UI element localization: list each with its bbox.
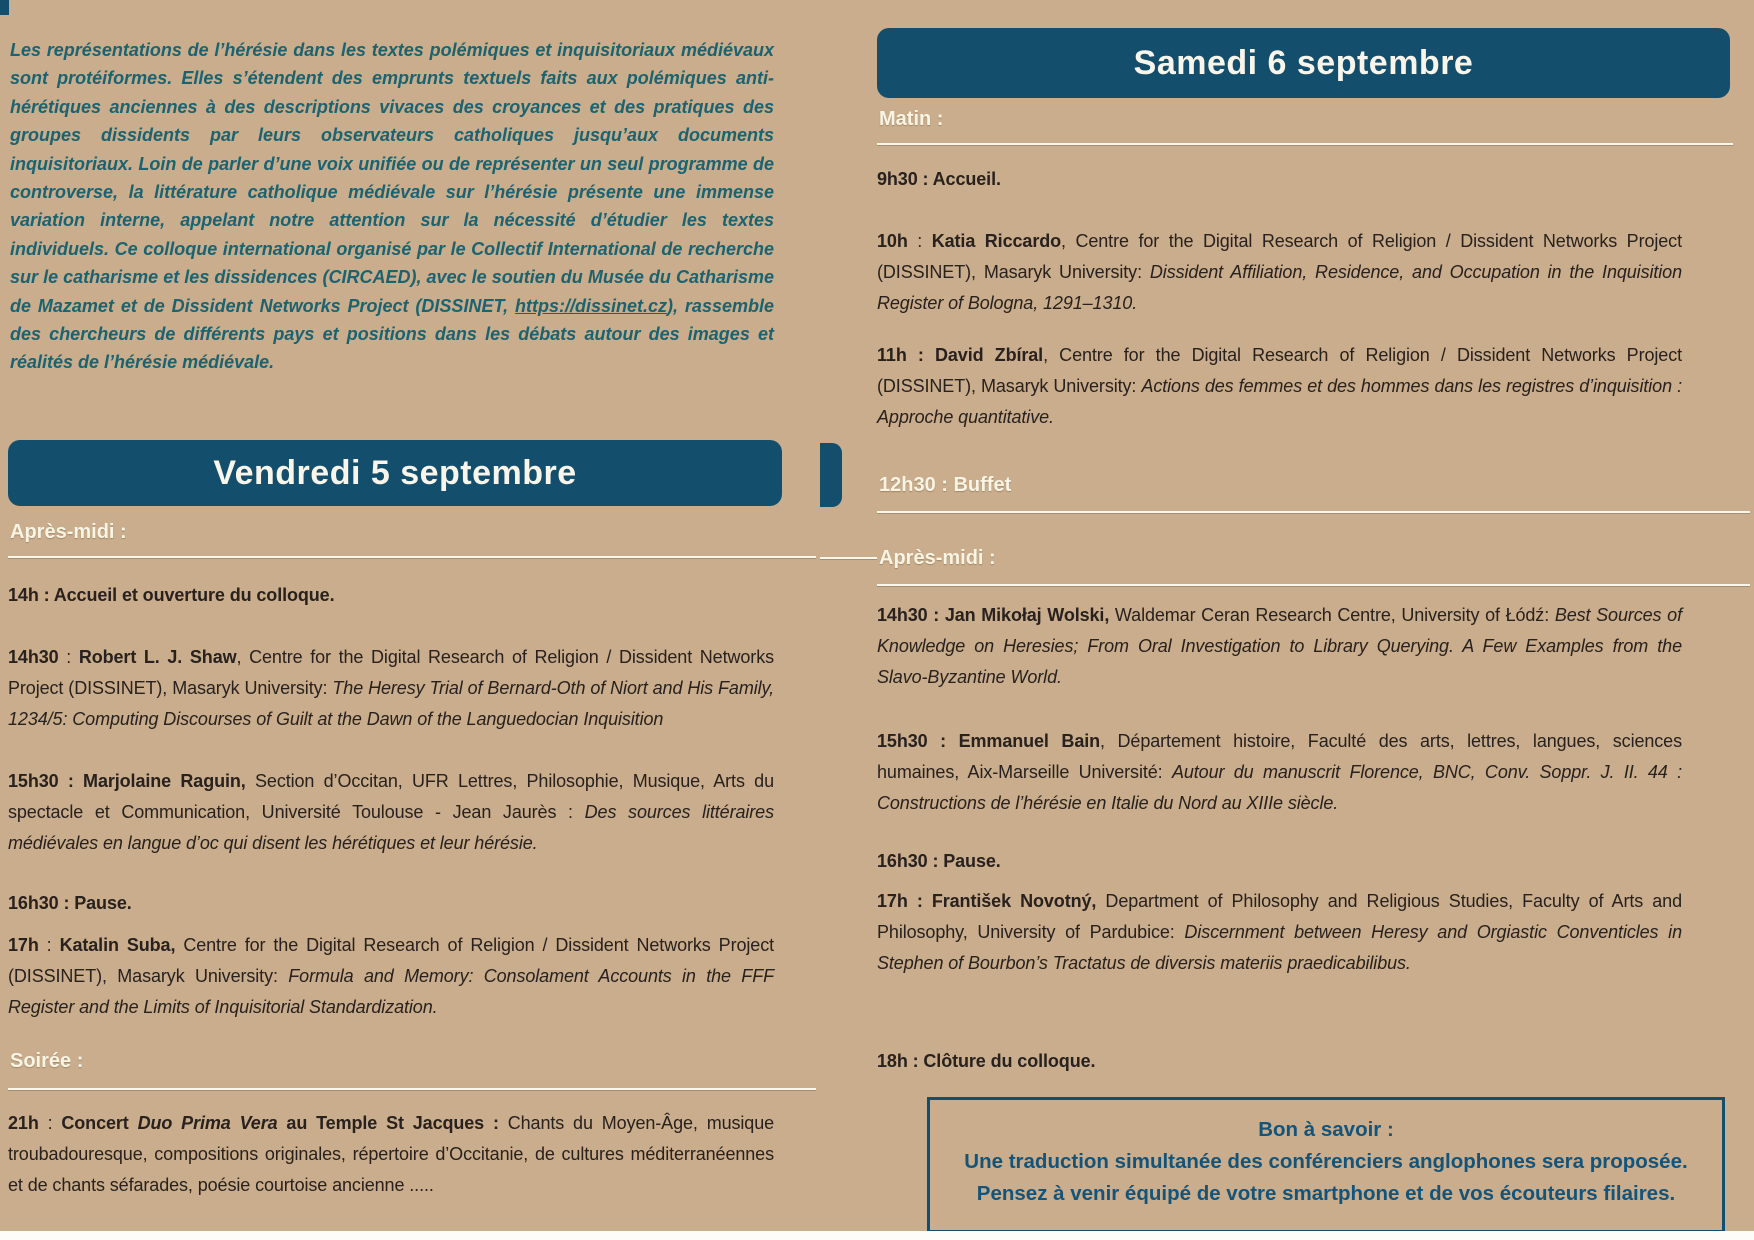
text-run: 15h30 : Marjolaine Raguin, xyxy=(8,771,246,791)
section-rule-friday-afternoon xyxy=(8,556,816,558)
day-banner-saturday xyxy=(877,28,1730,98)
entry-friday-17h xyxy=(8,930,774,1023)
info-box xyxy=(927,1097,1725,1233)
text-run: : xyxy=(907,231,932,251)
text-run: 11h : David Zbíral xyxy=(877,345,1044,365)
section-label-saturday-afternoon: Après-midi : xyxy=(879,547,996,569)
info-box-line2: Pensez à venir équipé de votre smartphone et de vos écouteurs filaires. xyxy=(976,1182,1676,1205)
text-run: , Département histoire, Faculté des arts, lettres, langues, sciences humaines, Aix-Marseille Université: xyxy=(877,731,1682,782)
info-box-line1: Une traduction simultanée des conférenciers anglophones sera proposée. xyxy=(964,1150,1688,1173)
section-label-saturday-buffet: 12h30 : Buffet xyxy=(879,474,1012,496)
section-rule-saturday-buffet xyxy=(877,511,1750,513)
dissinet-link[interactable]: https://dissinet.cz xyxy=(515,295,668,316)
section-rule-friday-evening xyxy=(8,1088,816,1090)
text-run: 14h30 : Jan Mikołaj Wolski, xyxy=(877,605,1110,625)
text-run: : xyxy=(484,1113,508,1133)
text-run: , Centre for the Digital Research of Religion / Dissident Networks Project (DISSINET), Masaryk University: xyxy=(8,647,774,698)
text-run: Katia Riccardo xyxy=(931,231,1062,251)
entry-saturday-15h30 xyxy=(877,726,1682,819)
text-run: Best Sources of Knowledge on Heresies; From Oral Investigation to Library Querying. A Few Examples from the Slavo-Byzantine World. xyxy=(877,605,1682,687)
entry-saturday-18h xyxy=(877,1046,1682,1077)
text-run: 10h xyxy=(877,231,908,251)
text-run: 21h xyxy=(8,1113,39,1133)
entry-saturday-16h30 xyxy=(877,846,1682,877)
text-run: : xyxy=(58,647,79,667)
text-run: Chants du Moyen-Âge, musique troubadouresque, compositions originales, répertoire d’Occitanie, de cultures méditerranéennes et de chants séfarades, poésie courtoise ancienne ..... xyxy=(8,1113,775,1195)
day-banner-saturday-title: Samedi 6 septembre xyxy=(1133,43,1474,82)
intro-paragraph xyxy=(10,36,774,377)
banner-fold-sliver xyxy=(820,443,842,507)
section-label-friday-afternoon: Après-midi : xyxy=(10,521,127,543)
text-run: : xyxy=(38,935,60,955)
text-run: Waldemar Ceran Research Centre, University of Łódź: xyxy=(1109,605,1555,625)
text-run: Des sources littéraires médiévales en langue d’oc qui disent les hérétiques et leur hérésie. xyxy=(8,802,774,853)
section-label-friday-evening: Soirée : xyxy=(10,1050,84,1072)
text-run: 18h : Clôture du colloque. xyxy=(877,1051,1096,1071)
rule-fold-sliver xyxy=(820,557,877,559)
text-run: Discernment between Heresy and Orgiastic Conventicles in Stephen of Bourbon’s Tractatus de diversis materiis praedicabilibus. xyxy=(877,922,1682,973)
text-run: au Temple St Jacques xyxy=(277,1113,485,1133)
entry-friday-14h30 xyxy=(8,642,774,735)
entry-saturday-17h xyxy=(877,886,1682,979)
info-box-title: Bon à savoir : xyxy=(1258,1118,1394,1141)
text-run: Autour du manuscrit Florence, BNC, Conv. Soppr. J. II. 44 : Constructions de l’hérésie en Italie du Nord au XIIIe siècle. xyxy=(877,762,1682,813)
text-run: Robert L. J. Shaw xyxy=(78,647,237,667)
text-run: Concert xyxy=(61,1113,138,1133)
text-run: 17h xyxy=(8,935,39,955)
section-label-saturday-morning: Matin : xyxy=(879,108,944,130)
text-run: Department of Philosophy and Religious Studies, Faculty of Arts and Philosophy, University of Pardubice: xyxy=(877,891,1682,942)
text-run: Katalin Suba, xyxy=(59,935,176,955)
entry-friday-15h30 xyxy=(8,766,774,859)
text-run: The Heresy Trial of Bernard-Oth of Niort and His Family, 1234/5: Computing Discourses of Guilt at the Dawn of the Languedocian Inquisition xyxy=(8,678,774,729)
text-run: Actions des femmes et des hommes dans les registres d’inquisition : Approche quantitative. xyxy=(877,376,1682,427)
entry-saturday-14h30 xyxy=(877,600,1682,693)
text-run: Dissident Affiliation, Residence, and Occupation in the Inquisition Register of Bologna, 1291–1310. xyxy=(877,262,1682,313)
text-run: ), rassemble des chercheurs de différents pays et positions dans les débats autour des images et réalités de l’hérésie médiévale. xyxy=(10,295,774,373)
text-run: Formula and Memory: Consolament Accounts in the FFF Register and the Limits of Inquisitorial Standardization. xyxy=(8,966,774,1017)
entry-friday-14h xyxy=(8,580,774,611)
page-bottom-edge xyxy=(0,1231,1754,1240)
entry-saturday-9h30 xyxy=(877,164,1682,195)
entry-friday-21h-concert xyxy=(8,1108,774,1201)
text-run: Centre for the Digital Research of Religion / Dissident Networks Project (DISSINET), Masaryk University: xyxy=(8,935,774,986)
text-run: : xyxy=(38,1113,62,1133)
text-run: Duo Prima Vera xyxy=(137,1113,278,1133)
text-run: 16h30 : Pause. xyxy=(877,851,1001,871)
text-run: , Centre for the Digital Research of Religion / Dissident Networks Project (DISSINET), Masaryk University: xyxy=(877,345,1683,396)
day-banner-friday-title: Vendredi 5 septembre xyxy=(213,453,577,492)
text-run: 9h30 : Accueil. xyxy=(877,169,1001,189)
day-banner-friday xyxy=(8,440,782,506)
text-run: 15h30 : Emmanuel Bain xyxy=(877,731,1101,751)
text-run: 17h : František Novotný, xyxy=(877,891,1097,911)
text-run: Les représentations de l’hérésie dans les textes polémiques et inquisitoriaux médiévaux sont protéiformes. Elles s’étendent des emprunts textuels faits aux polémiques anti-hérétiques anciennes à des descriptions vivaces des croyances et des pratiques des groupes dissidents par leurs observateurs catholiques jusqu’aux documents inquisitoriaux. Loin de parler d’une voix unifiée ou de représenter un seul programme de controverse, la littérature catholique médiévale sur l’hérésie présente une immense variation interne, appelant notre attention sur la nécessité d’étudier les textes individuels. Ce colloque international organisé par le Collectif International de recherche sur le catharisme et les dissidences (CIRCAED), avec le soutien du Musée du Catharisme de Mazamet et de Dissident Networks Project (DISSINET, xyxy=(10,40,774,316)
text-run: 14h : Accueil et ouverture du colloque. xyxy=(8,585,335,605)
section-rule-saturday-morning xyxy=(877,143,1733,145)
text-run: 16h30 : Pause. xyxy=(8,893,132,913)
entry-saturday-10h xyxy=(877,226,1682,319)
section-rule-saturday-afternoon xyxy=(877,584,1750,586)
text-run: , Centre for the Digital Research of Religion / Dissident Networks Project (DISSINET), Masaryk University: xyxy=(877,231,1682,282)
entry-friday-16h30 xyxy=(8,888,774,919)
fold-mark xyxy=(0,0,9,15)
text-run: 14h30 xyxy=(8,647,59,667)
text-run: Section d’Occitan, UFR Lettres, Philosophie, Musique, Arts du spectacle et Communication, Université Toulouse - Jean Jaurès : xyxy=(8,771,774,822)
entry-saturday-11h xyxy=(877,340,1682,433)
